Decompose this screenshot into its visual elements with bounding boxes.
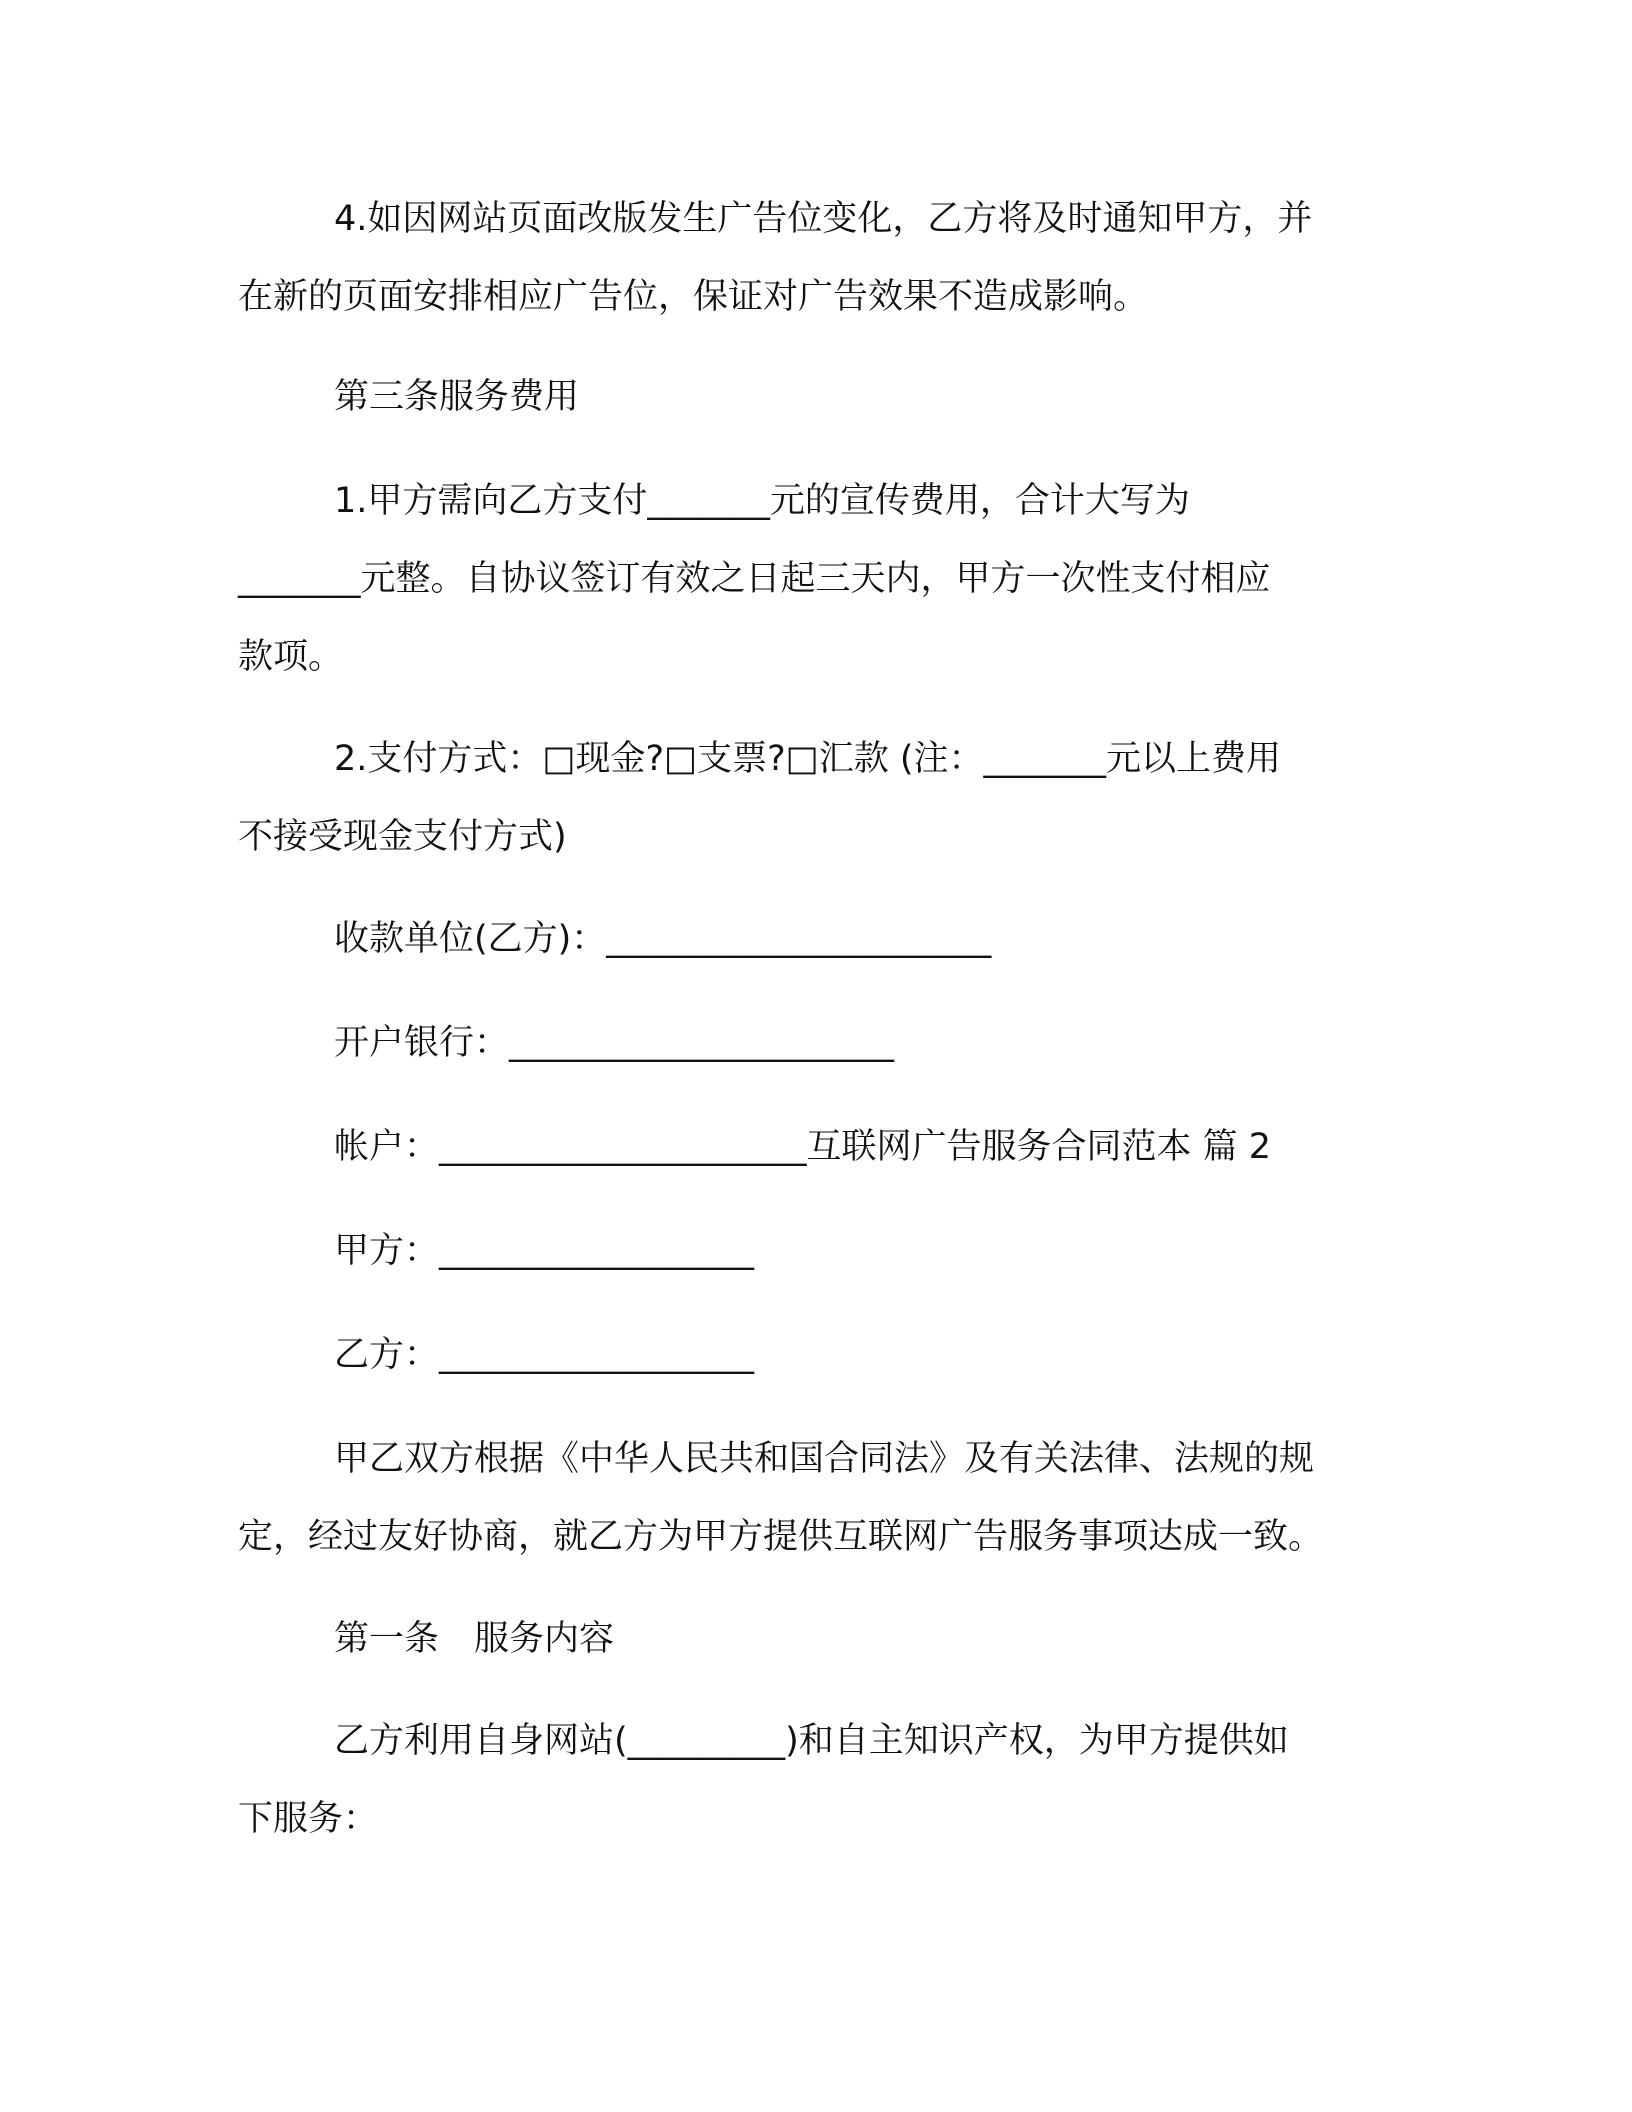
- field-line: 乙方：__________________: [334, 1335, 755, 1375]
- field-payee: [334, 900, 1474, 978]
- paragraph-ad-position-change: [238, 180, 1378, 336]
- section-heading-article-1: [334, 1600, 1474, 1678]
- heading-text: 第一条 服务内容: [334, 1619, 615, 1659]
- paragraph-payment-amount: [238, 462, 1378, 696]
- heading-text: 第三条服务费用: [334, 377, 580, 417]
- field-party-b: [334, 1316, 1474, 1394]
- paragraph-line: 不接受现金支付方式): [238, 817, 567, 857]
- paragraph-payment-method: [238, 720, 1378, 876]
- field-line: 帐户：_____________________互联网广告服务合同范本 篇 2: [334, 1127, 1272, 1167]
- field-line: 开户银行：______________________: [334, 1023, 895, 1063]
- paragraph-line: 1.甲方需向乙方支付_______元的宣传费用，合计大写为: [334, 481, 1190, 521]
- paragraph-preamble: [238, 1420, 1378, 1576]
- paragraph-line: 在新的页面安排相应广告位，保证对广告效果不造成影响。: [238, 277, 1149, 317]
- paragraph-line: 2.支付方式：□现金?□支票?□汇款 (注：_______元以上费用: [334, 739, 1282, 779]
- paragraph-line: _______元整。自协议签订有效之日起三天内，甲方一次性支付相应: [238, 559, 1271, 599]
- field-party-a: [334, 1212, 1474, 1290]
- field-line: 甲方：__________________: [334, 1231, 755, 1271]
- paragraph-line: 乙方利用自身网站(_________)和自主知识产权，为甲方提供如: [334, 1721, 1289, 1761]
- field-bank: [334, 1004, 1474, 1082]
- section-heading-article-3: [334, 358, 1474, 436]
- paragraph-line: 定，经过友好协商，就乙方为甲方提供互联网广告服务事项达成一致。: [238, 1517, 1324, 1557]
- field-account: [334, 1108, 1474, 1186]
- paragraph-service-content: [238, 1702, 1378, 1858]
- paragraph-line: 下服务：: [238, 1799, 379, 1839]
- field-line: 收款单位(乙方)：______________________: [334, 919, 992, 959]
- paragraph-line: 4.如因网站页面改版发生广告位变化，乙方将及时通知甲方，并: [334, 199, 1313, 239]
- paragraph-line: 款项。: [238, 637, 344, 677]
- paragraph-line: 甲乙双方根据《中华人民共和国合同法》及有关法律、法规的规: [334, 1439, 1315, 1479]
